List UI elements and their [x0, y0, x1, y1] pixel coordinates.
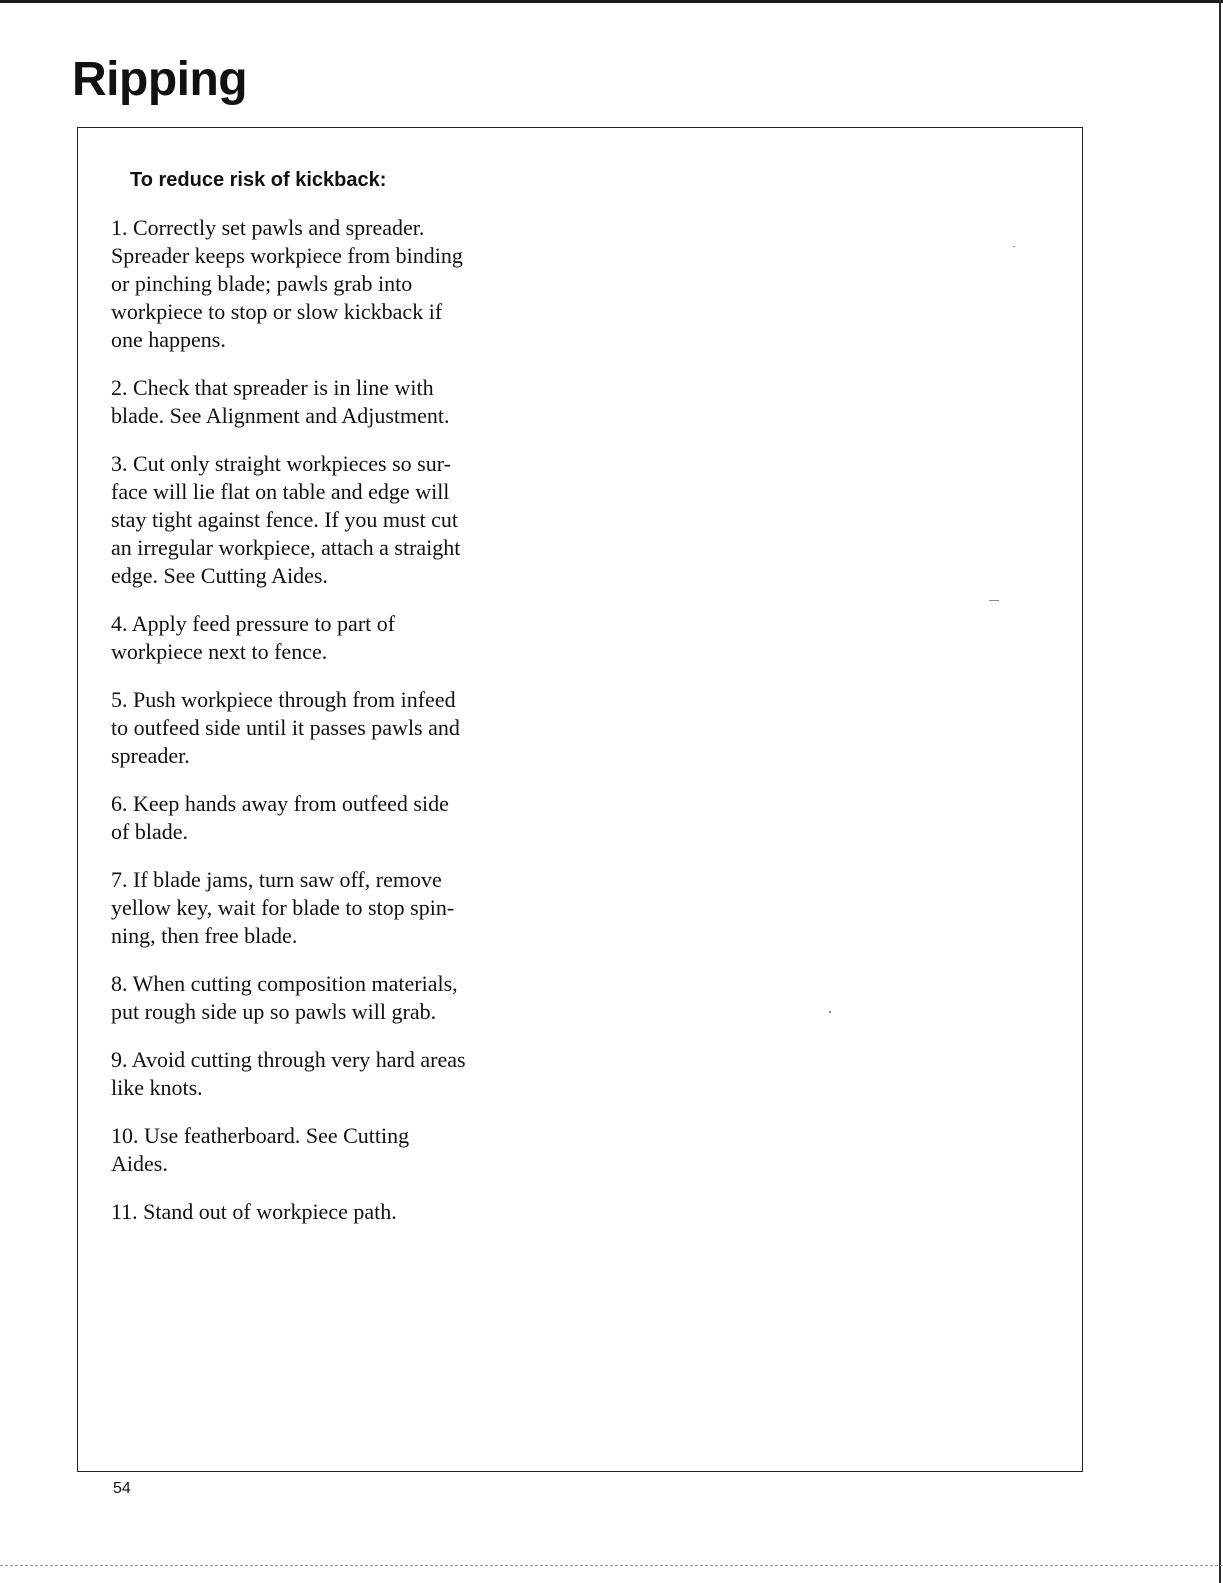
section-heading: To reduce risk of kickback:: [130, 169, 387, 191]
step-item: 3. Cut only straight workpieces so sur- face will lie flat on table and edge will stay tight against fence. If you must cut an irregular workpiece, attach a straight edge. See Cutting Aides.: [111, 451, 461, 588]
step-item: 9. Avoid cutting through very hard areas like knots.: [111, 1047, 466, 1100]
step-item: 1. Correctly set pawls and spreader. Spreader keeps workpiece from binding or pinching blade; pawls grab into workpiece to stop or slow kickback if one happens.: [111, 215, 463, 352]
page-number: 54: [113, 1480, 131, 1497]
kickback-steps-list: [111, 214, 541, 1246]
step-item: 10. Use featherboard. See Cutting Aides.: [111, 1123, 410, 1176]
step-item: 7. If blade jams, turn saw off, remove yellow key, wait for blade to stop spin- ning, then free blade.: [111, 867, 455, 948]
top-edge-rule: [0, 0, 1223, 3]
step-item: 6. Keep hands away from outfeed side of blade.: [111, 791, 449, 844]
scan-speck: [989, 600, 999, 601]
right-edge-rule: [1219, 0, 1221, 1583]
step-item: 8. When cutting composition materials, put rough side up so pawls will grab.: [111, 971, 458, 1024]
content-box: [77, 127, 1083, 1472]
page-title: Ripping: [72, 53, 248, 106]
scan-speck: [829, 1011, 831, 1013]
scan-speck: [1013, 246, 1015, 247]
step-item: 2. Check that spreader is in line with blade. See Alignment and Adjustment.: [111, 375, 450, 428]
bottom-edge-rule: [0, 1565, 1223, 1566]
step-item: 5. Push workpiece through from infeed to outfeed side until it passes pawls and spreader.: [111, 687, 460, 768]
step-item: 4. Apply feed pressure to part of workpiece next to fence.: [111, 611, 396, 664]
step-item: 11. Stand out of workpiece path.: [111, 1199, 397, 1224]
